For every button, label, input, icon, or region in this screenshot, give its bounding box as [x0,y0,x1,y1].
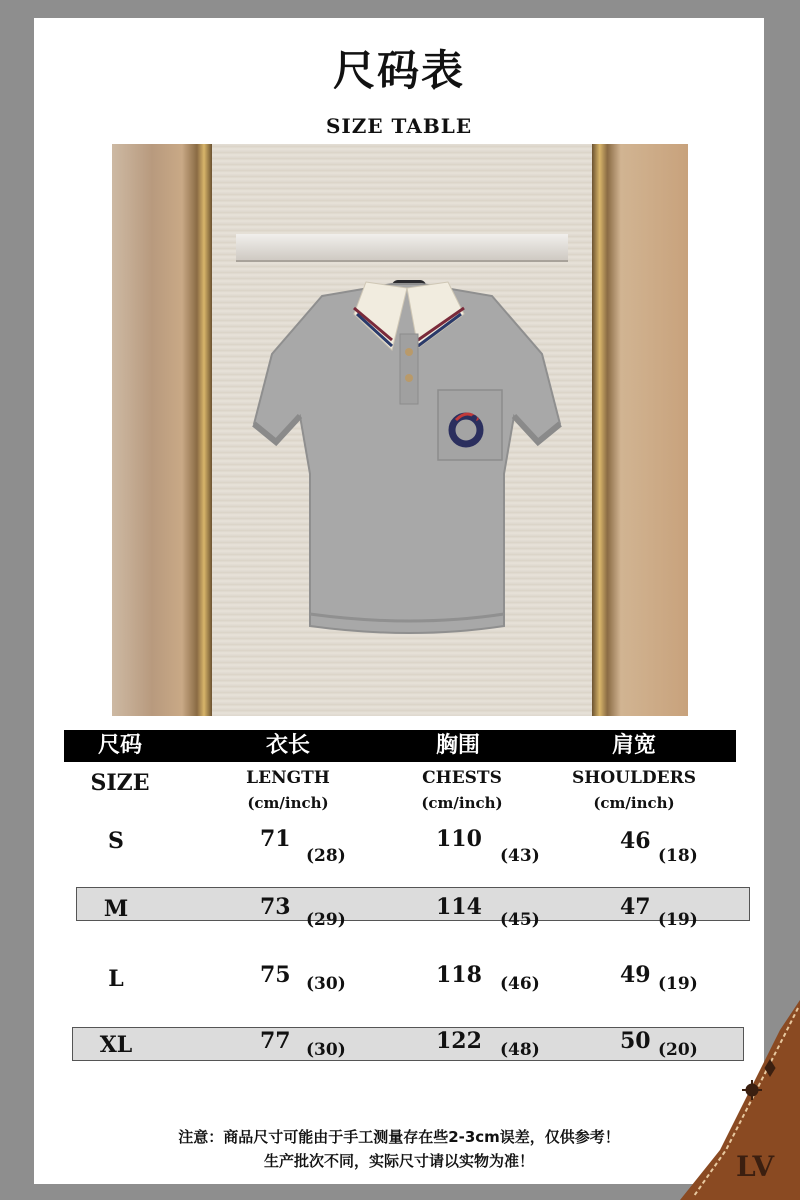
length-l: 75 [260,962,291,988]
header-shoulder-cn: 肩宽 [611,733,656,758]
shoulder-inch-m: (19) [658,910,698,930]
chest-inch-s: (43) [500,846,540,866]
shoulder-l: 49 [620,962,651,988]
header-length-unit: (cm/inch) [247,794,329,812]
length-xl: 77 [260,1028,291,1054]
header-length-cn: 衣长 [265,733,310,758]
shoulder-inch-l: (19) [658,974,698,994]
length-inch-s: (28) [306,846,346,866]
chest-inch-l: (46) [500,974,540,994]
page-title-en: SIZE TABLE [325,114,473,138]
header-size-en: SIZE [90,770,150,796]
size-label-l: L [108,966,124,992]
shoulder-xl: 50 [620,1028,651,1054]
shoulder-inch-s: (18) [658,846,698,866]
header-chest-cn: 胸围 [435,733,480,758]
header-chest-unit: (cm/inch) [421,794,503,812]
chest-m: 114 [436,894,482,920]
length-inch-xl: (30) [306,1040,346,1060]
shoulder-inch-xl: (20) [658,1040,698,1060]
size-chart-table [34,18,764,1184]
note-line-2: 生产批次不同，实际尺寸请以实物为准！ [263,1152,534,1170]
header-shoulder-en: SHOULDERS [571,768,697,788]
size-label-s: S [108,828,124,854]
size-table-sheet [34,18,764,1184]
page-title-cn: 尺码表 [332,46,465,95]
length-s: 71 [260,826,291,852]
header-size-cn: 尺码 [97,733,142,758]
length-m: 73 [260,894,291,920]
lv-logo-text: LV [736,1150,775,1183]
chest-inch-xl: (48) [500,1040,540,1060]
size-label-xl: XL [99,1032,133,1058]
header-shoulder-unit: (cm/inch) [593,794,675,812]
lv-monogram-strap-icon [680,1000,800,1200]
chest-l: 118 [436,962,482,988]
length-inch-m: (29) [306,910,346,930]
length-inch-l: (30) [306,974,346,994]
note-line-1: 注意：商品尺寸可能由于手工测量存在些2-3cm误差，仅供参考！ [178,1128,620,1146]
chest-inch-m: (45) [500,910,540,930]
header-length-en: LENGTH [246,768,330,788]
shoulder-m: 47 [620,894,651,920]
chest-s: 110 [436,826,482,852]
header-chest-en: CHESTS [422,768,502,788]
chest-xl: 122 [436,1028,482,1054]
shoulder-s: 46 [620,828,651,854]
size-label-m: M [103,896,129,922]
